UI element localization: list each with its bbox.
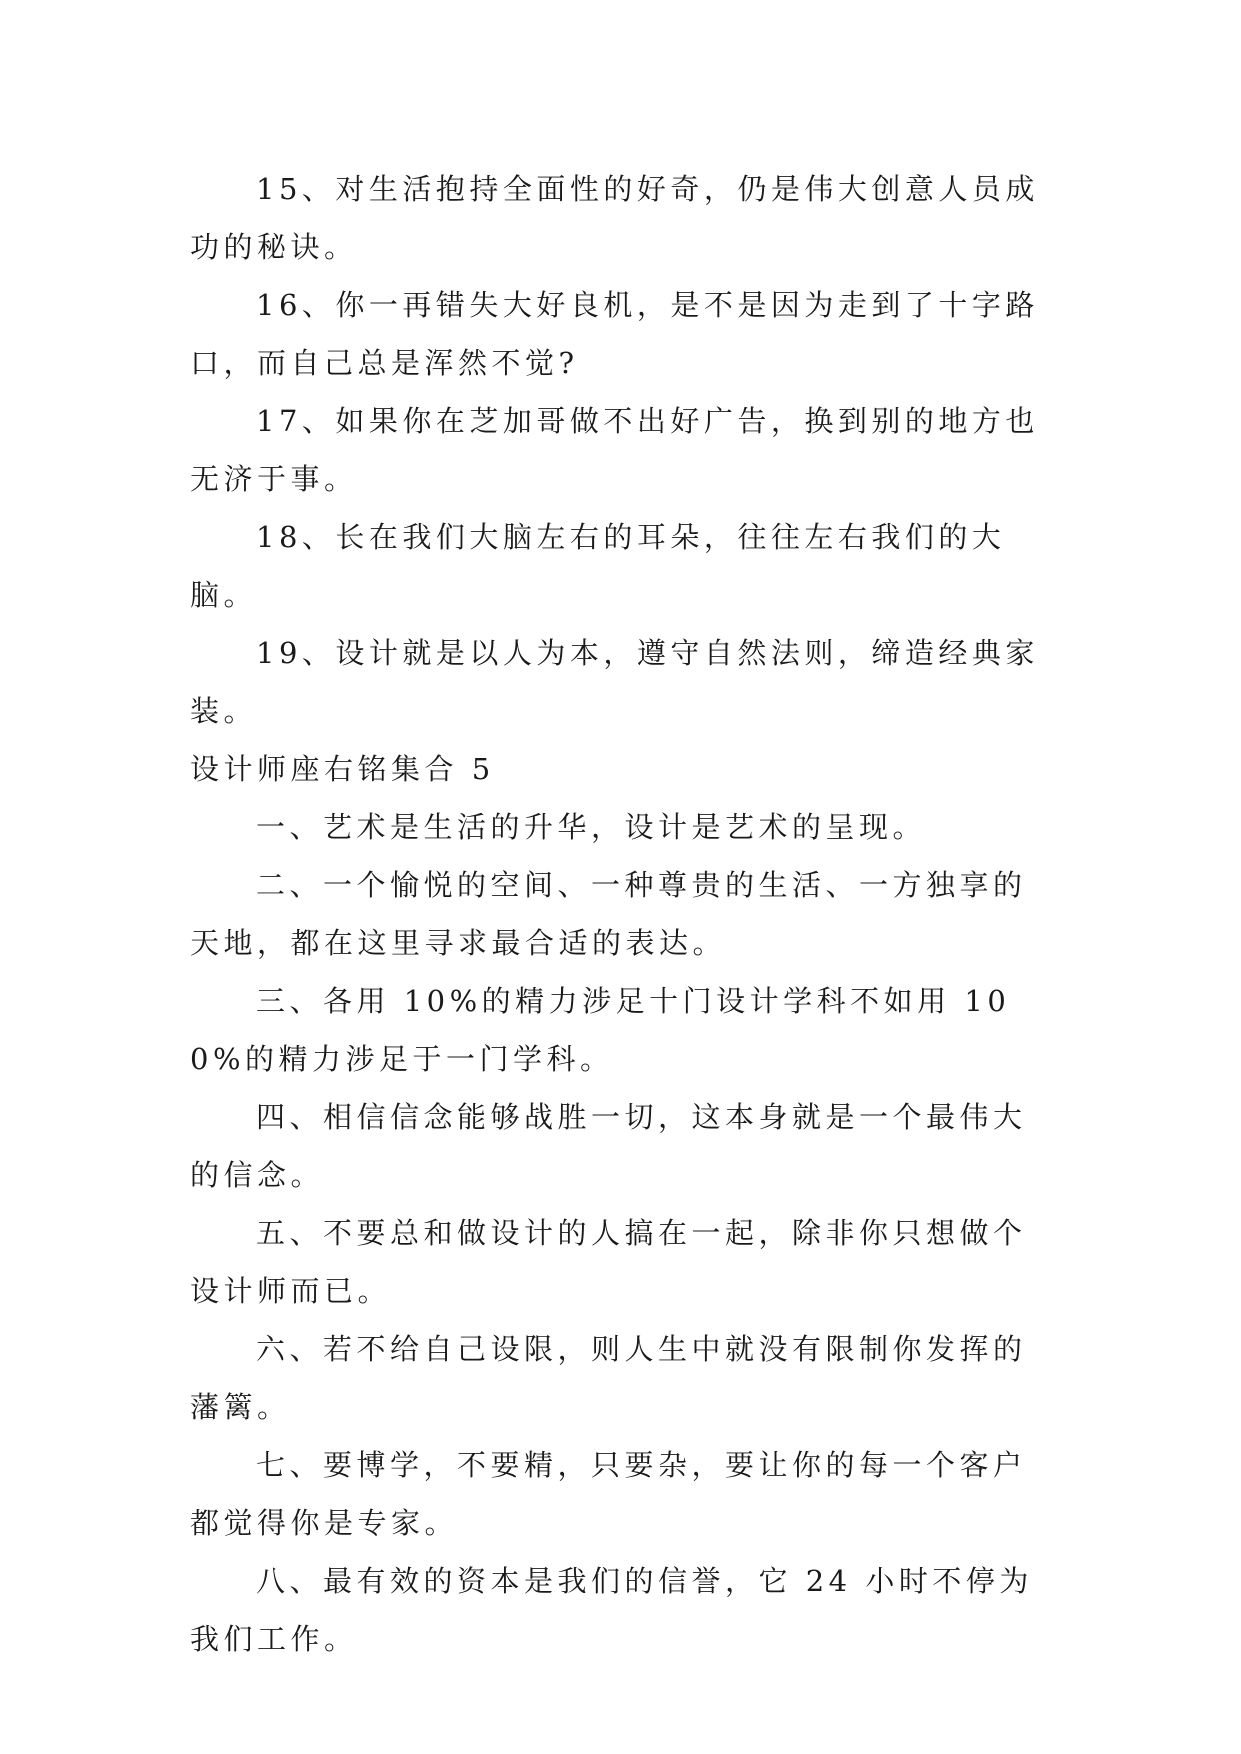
section-heading: 设计师座右铭集合 5 [190, 752, 495, 786]
quote-2: 二、一个愉悦的空间、一种尊贵的生活、一方独享的天地，都在这里寻求最合适的表达。 [190, 868, 1027, 960]
document-body [190, 160, 1050, 1668]
quote-1: 一、艺术是生活的升华，设计是艺术的呈现。 [256, 810, 927, 844]
quote-15: 15、对生活抱持全面性的好奇，仍是伟大创意人员成功的秘诀。 [190, 172, 1039, 264]
quote-16: 16、你一再错失大好良机，是不是因为走到了十字路口，而自己总是浑然不觉? [190, 288, 1039, 380]
quote-19: 19、设计就是以人为本，遵守自然法则，缔造经典家装。 [190, 636, 1039, 728]
quote-8: 八、最有效的资本是我们的信誉，它 24 小时不停为我们工作。 [190, 1564, 1033, 1656]
quote-6: 六、若不给自己设限，则人生中就没有限制你发挥的藩篱。 [190, 1332, 1027, 1424]
quote-7: 七、要博学，不要精，只要杂，要让你的每一个客户都觉得你是专家。 [190, 1448, 1027, 1540]
quote-5: 五、不要总和做设计的人搞在一起，除非你只想做个设计师而已。 [190, 1216, 1027, 1308]
quote-17: 17、如果你在芝加哥做不出好广告，换到别的地方也无济于事。 [190, 404, 1039, 496]
quote-4: 四、相信信念能够战胜一切，这本身就是一个最伟大的信念。 [190, 1100, 1027, 1192]
quote-18: 18、长在我们大脑左右的耳朵，往往左右我们的大脑。 [190, 520, 1006, 612]
quote-3: 三、各用 10%的精力涉足十门设计学科不如用 100%的精力涉足于一门学科。 [190, 984, 1011, 1076]
